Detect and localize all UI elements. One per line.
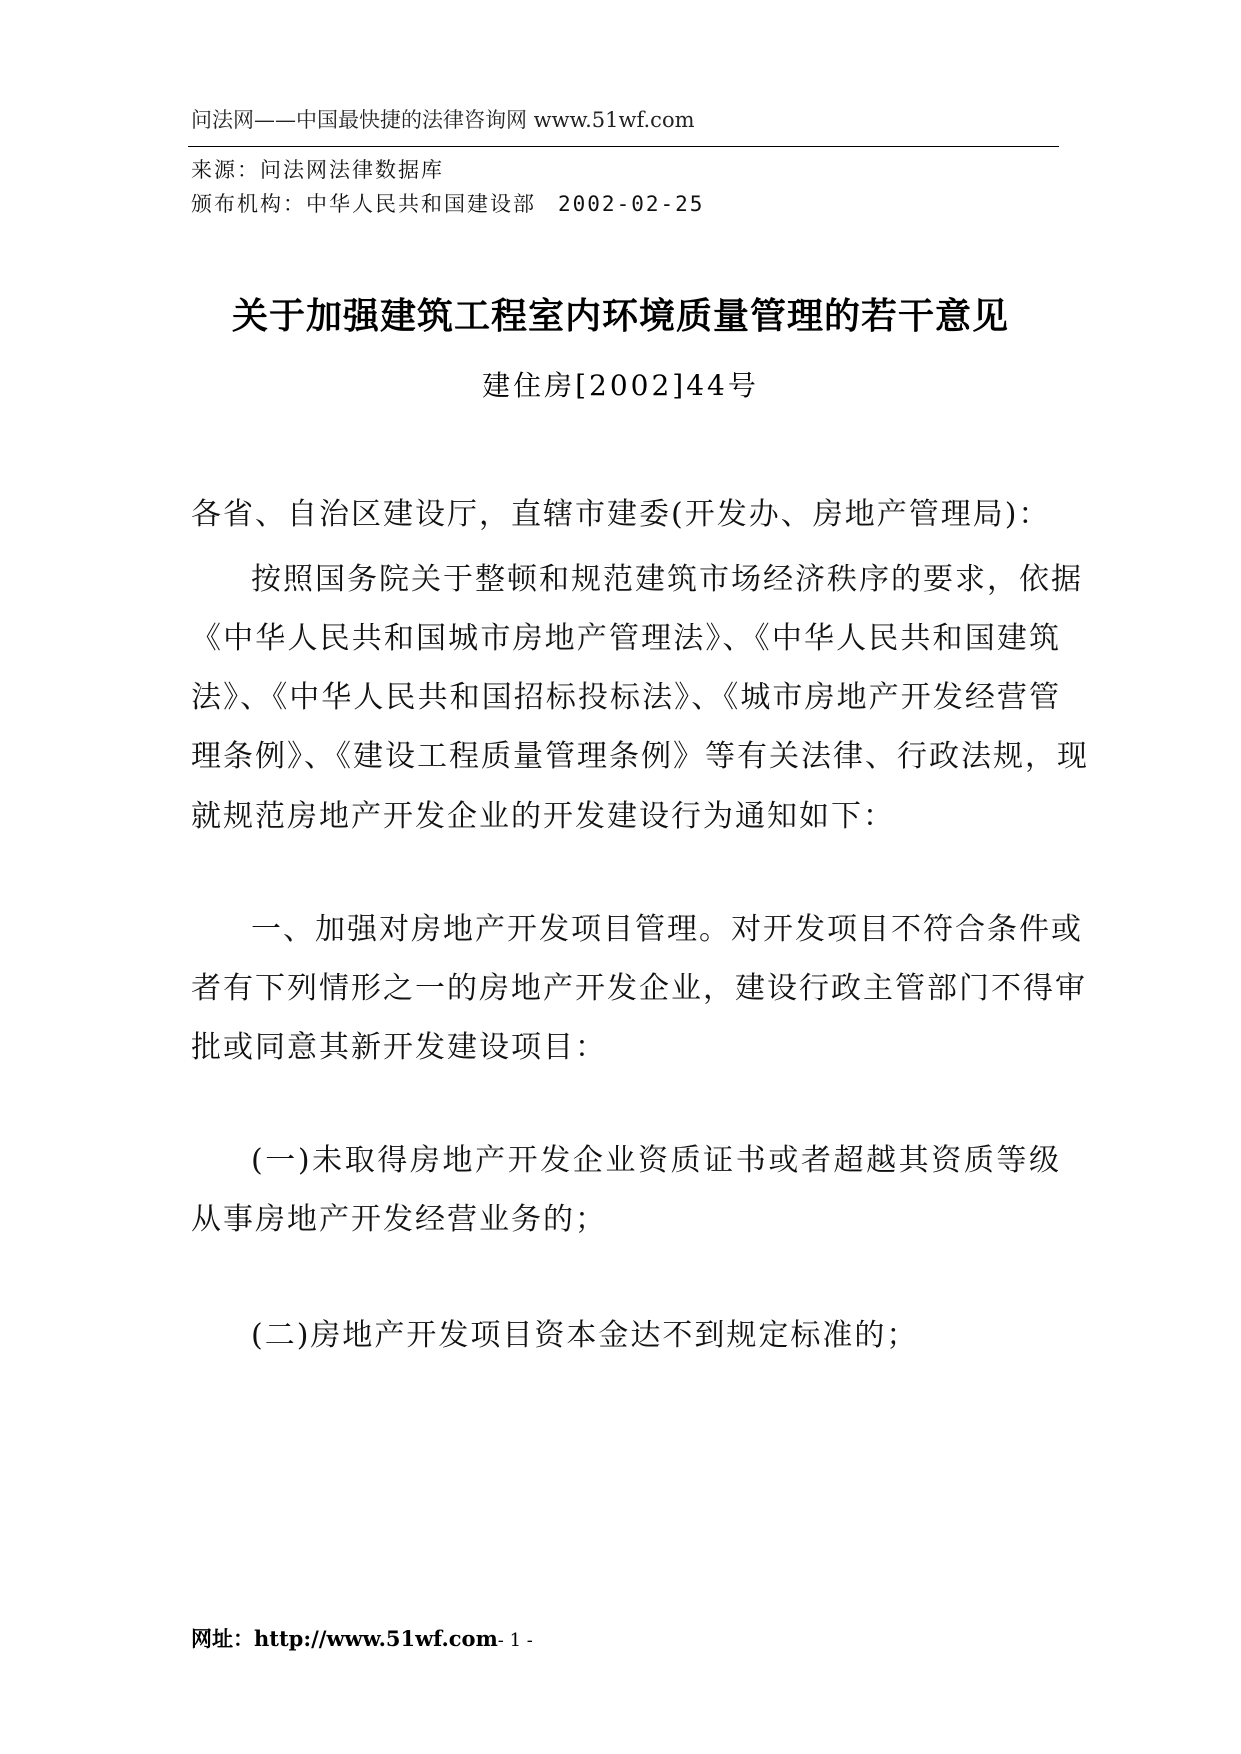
meta-issuer (191, 188, 704, 218)
body-paragraph-1-line-1: 按照国务院关于整顿和规范建筑市场经济秩序的要求，依据 (251, 562, 1083, 597)
body-subitem-2-line-1: (二)房地产开发项目资本金达不到规定标准的； (251, 1318, 919, 1353)
body-item-1-line-2: 者有下列情形之一的房地产开发企业，建设行政主管部门不得审 (191, 971, 1087, 1006)
body-item-1-line-3: 批或同意其新开发建设项目： (191, 1030, 607, 1065)
footer-url-text: 网址：http://www.51wf.com (191, 1626, 498, 1651)
header-divider (188, 146, 1059, 147)
body-subitem-1-line-2: 从事房地产开发经营业务的； (191, 1202, 607, 1237)
document-number: 建住房[2002]44号 (482, 369, 759, 402)
body-subitem-1-line-1: (一)未取得房地产开发企业资质证书或者超越其资质等级 (251, 1143, 1061, 1178)
body-paragraph-1-line-3: 法》、《中华人民共和国招标投标法》、《城市房地产开发经营管 (191, 680, 1061, 715)
body-paragraph-1-line-5: 就规范房地产开发企业的开发建设行为通知如下： (191, 799, 895, 834)
body-item-1-line-1: 一、加强对房地产开发项目管理。对开发项目不符合条件或 (251, 912, 1083, 947)
footer-url (191, 1623, 533, 1653)
header-site-line: 问法网——中国最快捷的法律咨询网 www.51wf.com (191, 108, 695, 132)
body-salutation: 各省、自治区建设厅，直辖市建委(开发办、房地产管理局)： (191, 497, 1051, 532)
page-number: - 1 - (497, 1630, 533, 1651)
body-paragraph-1-line-4: 理条例》、《建设工程质量管理条例》等有关法律、行政法规，现 (191, 739, 1089, 774)
document-title: 关于加强建筑工程室内环境质量管理的若干意见 (231, 295, 1009, 337)
body-paragraph-1-line-2: 《中华人民共和国城市房地产管理法》、《中华人民共和国建筑 (191, 621, 1061, 656)
issuer-label: 颁布机构：中华人民共和国建设部 (191, 192, 536, 216)
issue-date: 2002-02-25 (558, 192, 705, 216)
meta-source: 来源：问法网法律数据库 (191, 158, 444, 182)
